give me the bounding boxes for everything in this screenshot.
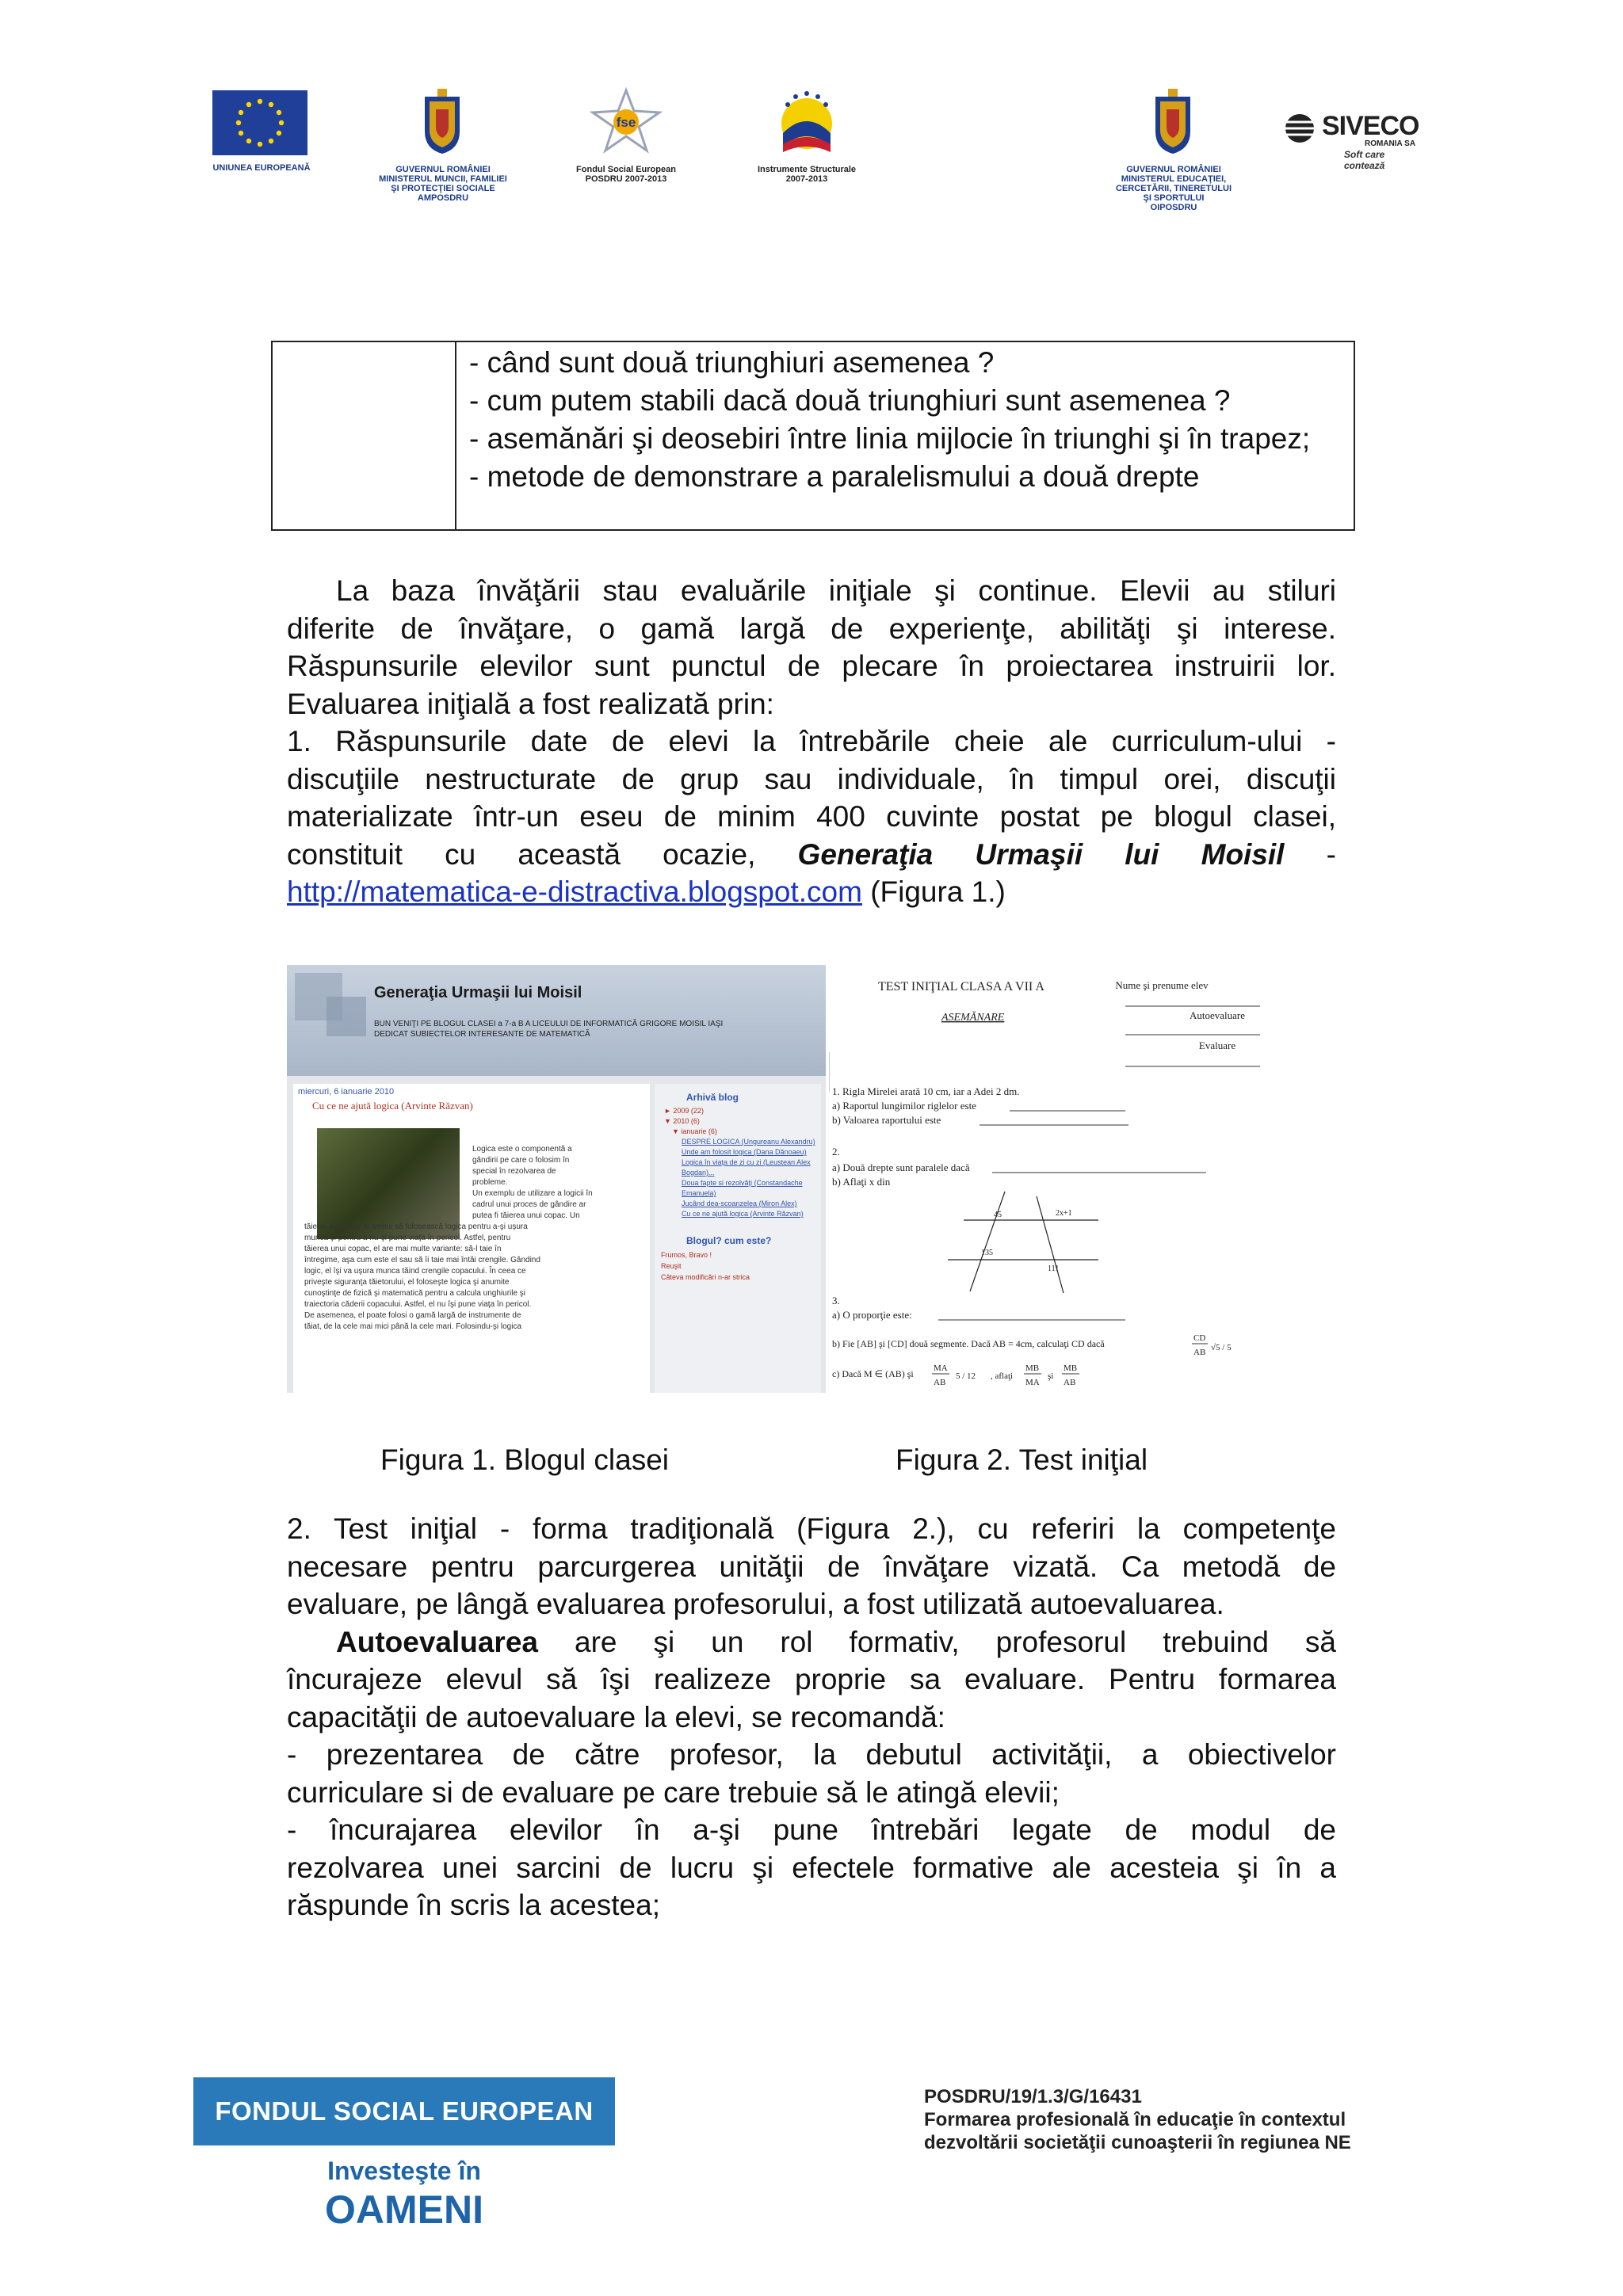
fse-footer-banner: FONDUL SOCIAL EUROPEAN xyxy=(193,2077,615,2145)
romania-crest-logo xyxy=(418,86,466,155)
para2-line-6: capacităţii de autoevaluare la elevi, se recomandă: xyxy=(287,1700,945,1733)
side-text-line: Logica este o componentă a xyxy=(472,1145,572,1154)
structural-instruments-logo xyxy=(769,86,845,157)
archive-item[interactable]: ► 2009 (22) xyxy=(664,1107,704,1115)
eu-stars-icon xyxy=(212,90,307,155)
para1-line8-dash: - xyxy=(1326,837,1336,871)
blog-link[interactable]: http://matematica-e-distractiva.blogspot.com xyxy=(287,875,862,908)
blog-name-bold: lui xyxy=(1125,837,1159,871)
blog-header-decor xyxy=(327,997,366,1036)
blog-post-side-text xyxy=(472,1144,593,1222)
fse-caption xyxy=(563,165,689,184)
project-title-line-2: dezvoltării societăţii cunoaşterii în regiunea NE xyxy=(924,2132,1351,2153)
table-empty-cell xyxy=(272,341,456,530)
para2-line-1: 2. Test iniţial - forma tradiţională (Figura 2.), cu referiri la competenţe xyxy=(287,1512,1336,1545)
fse-logo xyxy=(588,87,664,155)
gov2-line-4: ŞI SPORTULUI xyxy=(1143,193,1205,203)
para1-line8-word: cu xyxy=(445,837,476,871)
poll-item[interactable]: Reuşit xyxy=(661,1262,682,1270)
para1-line8-word: constituit xyxy=(287,837,403,871)
blog-post-date: miercuri, 6 ianuarie 2010 xyxy=(298,1087,395,1097)
frac-den: AB xyxy=(1193,1348,1206,1357)
archive-item[interactable]: Doua fapte si rezolvăţi (Constandache Emanuela) xyxy=(682,1179,803,1197)
post-body-line: tăierea unui copac, el are mai multe variante: să-l taie în xyxy=(304,1245,502,1253)
gov2-line-5: OIPOSDRU xyxy=(1150,203,1197,212)
eval-label: Evaluare xyxy=(1198,1039,1236,1051)
poll-item[interactable]: Câteva modificări n-ar strica xyxy=(661,1273,750,1281)
siveco-tagline: Soft care contează xyxy=(1344,149,1385,171)
post-body-line: tăiat, de la cele mai mici până la cele mari. Folosindu-şi logica xyxy=(304,1322,522,1331)
test-subtitle: ASEMĂNARE xyxy=(941,1012,1005,1024)
is-line-2: 2007-2013 xyxy=(785,174,828,184)
blog-sidebar xyxy=(655,1084,821,1393)
figure1-blog-screenshot xyxy=(287,965,826,1393)
test-item: 2. xyxy=(832,1146,840,1158)
is-line-1: Instrumente Structurale xyxy=(757,165,857,174)
para1-line-4: Evaluarea iniţială a fost realizată prin: xyxy=(287,687,774,720)
auto-label: Autoevaluare xyxy=(1189,1009,1246,1021)
gov1-line-2: MINISTERUL MUNCII, FAMILIEI xyxy=(379,174,507,184)
frac-num: MB xyxy=(1064,1363,1078,1373)
gov2-line-3: CERCETĂRII, TINERETULUI xyxy=(1115,184,1232,193)
gov2-line-1: GUVERNUL ROMÂNIEI xyxy=(1126,165,1221,174)
test-item: a) Două drepte sunt paralele dacă xyxy=(832,1161,970,1173)
poll-item[interactable]: Frumos, Bravo ! xyxy=(661,1251,712,1259)
fse-star-icon xyxy=(588,87,664,155)
poll-title: Blogul? cum este? xyxy=(686,1235,772,1246)
post-body-line: traiectoria căderii copacului. Astfel, el nu îşi pune viaţa în pericol. xyxy=(304,1300,532,1309)
test-item: 1. Rigla Mirelei arată 10 cm, iar a Adei 2 dm. xyxy=(832,1085,1020,1097)
post-body-line: întregime, aşa cum este el sau să îi taie mai întâi crengile. Gândind xyxy=(304,1256,540,1264)
invest-text: Investeşte în xyxy=(327,2157,481,2185)
frac-text: şi xyxy=(1048,1371,1054,1381)
blog-header xyxy=(287,965,826,1076)
test-item: a) Raportul lungimilor riglelor este xyxy=(832,1100,976,1112)
post-body-line: cunoştinţe de fizică şi matematică pentru a calcula unghiurile şi xyxy=(304,1289,526,1298)
angle-label: 135 xyxy=(981,1249,993,1257)
para1-line-5: 1. Răspunsurile date de elevi la întrebările cheie ale curriculum-ului - xyxy=(287,725,1336,757)
para2-line-10: rezolvarea unei sarcini de lucru şi efectele formative ale acesteia şi în a xyxy=(287,1851,1336,1884)
test-item: b) Fie [AB] şi [CD] două segmente. Dacă AB = 4cm, calculaţi CD dacă xyxy=(832,1338,1105,1349)
para2-line-9: - încurajarea elevilor în a-şi pune întrebări legate de modul de xyxy=(287,1814,1336,1846)
project-code: POSDRU/19/1.3/G/16431 xyxy=(924,2086,1142,2107)
archive-item[interactable]: DESPRE LOGICA (Ungureanu Alexandru) xyxy=(682,1138,815,1146)
gov1-caption xyxy=(369,165,517,203)
romania-crest-logo-2 xyxy=(1149,86,1197,155)
side-text-line: special în rezolvarea de xyxy=(472,1167,556,1176)
test-item: b) Aflaţi x din xyxy=(832,1176,891,1188)
archive-item[interactable]: Unde am folosit logica (Dana Dănoaeu) xyxy=(682,1148,807,1156)
blog-name-bold: Urmaşii xyxy=(975,837,1083,871)
para1-line-2: diferite de învăţare, o gamă largă de experienţe, abilităţi şi interese. xyxy=(287,612,1336,645)
siveco-logo xyxy=(1282,111,1425,171)
frac-den: AB xyxy=(1064,1378,1076,1387)
paragraph-initial-evaluation xyxy=(287,572,1336,911)
para1-line-3: Răspunsurile elevilor sunt punctul de plecare în proiectarea instruirii lor. xyxy=(287,650,1336,682)
side-text-line: gândirii pe care o folosim în xyxy=(472,1156,570,1165)
archive-item[interactable]: Jucând dea-scoanzelea (Miron Alex) xyxy=(682,1199,797,1207)
blog-post-body xyxy=(304,1222,540,1333)
para2-line-8: curriculare si de evaluare pe care trebuie să le atingă elevii; xyxy=(287,1775,1060,1809)
blog-title: Generaţia Urmaşii lui Moisil xyxy=(374,984,582,1001)
coat-of-arms-icon xyxy=(1149,86,1197,155)
test-item: b) Valoarea raportului este xyxy=(832,1114,941,1126)
blog-post-title: Cu ce ne ajută logica (Arvinte Răzvan) xyxy=(312,1100,473,1112)
para2-line-2: necesare pentru parcurgerea unităţii de învăţare vizată. Ca metodă de xyxy=(287,1550,1336,1583)
figure2-caption: Figura 2. Test iniţial xyxy=(896,1444,1148,1476)
eu-caption xyxy=(198,163,325,173)
test-sheet-drawing xyxy=(829,965,1260,1393)
para1-line8-word: ocazie, xyxy=(663,837,756,871)
blog-subtitle xyxy=(374,1019,723,1039)
gov2-caption xyxy=(1098,165,1249,212)
structural-instruments-icon xyxy=(769,86,845,157)
frac-num: MB xyxy=(1025,1363,1040,1373)
table-line-1: - când sunt două triunghiuri asemenea ? xyxy=(469,346,995,379)
figure1-ref: (Figura 1.) xyxy=(870,875,1006,908)
side-text-line: putea fi tăierea unui copac. Un xyxy=(472,1211,580,1220)
name-label: Nume şi prenume elev xyxy=(1115,979,1209,991)
siveco-globe-icon xyxy=(1282,113,1319,144)
post-body-line: logic, el îşi va uşura munca tăind crengile copacului. În ceea ce xyxy=(304,1267,526,1276)
gov2-line-2: MINISTERUL EDUCAŢIEI, xyxy=(1121,174,1227,184)
eu-flag-logo xyxy=(212,90,307,155)
eu-caption-text: UNIUNEA EUROPEANĂ xyxy=(212,163,311,173)
questions-table xyxy=(271,341,1355,531)
table-line-4: - metode de demonstrare a paralelismului a două drepte xyxy=(469,460,1200,493)
parallel-lines-figure xyxy=(948,1192,1098,1293)
gov1-line-3: ŞI PROTECŢIEI SOCIALE xyxy=(391,184,495,193)
blog-subtitle-line: DEDICAT SUBIECTELOR INTERESANTE DE MATEMATICĂ xyxy=(374,1030,590,1039)
archive-item[interactable]: ▼ ianuarie (6) xyxy=(672,1127,717,1135)
para1-line-8 xyxy=(287,836,1336,874)
is-caption xyxy=(747,165,867,184)
svg-text:fse: fse xyxy=(616,115,636,130)
test-item: a) O proporţie este: xyxy=(832,1309,912,1321)
angle-label: 45 xyxy=(994,1211,1002,1219)
para1-line-6: discuţiile nestructurate de grup sau individuale, în timpul orei, discuţii xyxy=(287,762,1336,795)
archive-item[interactable]: Cu ce ne ajută logica (Arvinte Răzvan) xyxy=(682,1210,804,1218)
fse-line-1: Fondul Social European xyxy=(576,165,676,174)
project-info xyxy=(924,2085,1351,2154)
blog-name-bold: Generaţia xyxy=(797,837,934,871)
frac-num: CD xyxy=(1193,1333,1206,1343)
figure1-caption: Figura 1. Blogul clasei xyxy=(380,1444,670,1476)
frac-text: , aflaţi xyxy=(991,1371,1014,1381)
para1-line-1: La baza învăţării stau evaluările iniţiale şi continue. Elevii au stiluri xyxy=(336,574,1336,607)
table-questions-cell xyxy=(456,341,1354,530)
oameni-text: OAMENI xyxy=(325,2187,483,2232)
angle-label: 111 xyxy=(1048,1264,1060,1273)
para2-line-11: răspunde în scris la acestea; xyxy=(287,1889,660,1921)
table-line-3: - asemănări şi deosebiri între linia mijlocie în triunghi şi în trapez; xyxy=(469,422,1311,455)
archive-item[interactable]: Logica în viaţa de zi cu zi (Leustean Alex Bogdan)... xyxy=(682,1158,811,1177)
side-text-line: Un exemplu de utilizare a logicii în xyxy=(472,1189,593,1198)
para2-line-4 xyxy=(287,1623,1336,1661)
table-line-2: - cum putem stabili dacă două triunghiuri sunt asemenea ? xyxy=(469,384,1231,417)
test-title: TEST INIŢIAL CLASA A VII A xyxy=(878,980,1044,994)
post-body-line: tăietor de lemne ar trebui să folosească logica pentru a-şi ușura xyxy=(304,1222,528,1231)
gov1-line-1: GUVERNUL ROMÂNIEI xyxy=(395,165,491,174)
para2-line-5: încurajeze elevul să îşi realizeze proprie sa evaluare. Pentru formarea xyxy=(287,1663,1336,1695)
archive-list xyxy=(655,1106,821,1219)
frac-den: AB xyxy=(934,1378,946,1387)
angle-label: 2x+1 xyxy=(1056,1209,1072,1218)
para2-line-7: - prezentarea de către profesor, la debutul activităţii, a obiectivelor xyxy=(287,1738,1336,1771)
post-body-line: De asemenea, el poate folosi o gamă largă de instrumente de xyxy=(304,1311,521,1320)
para2-line4-rest: are şi un rol formativ, profesorul trebuind să xyxy=(575,1625,1337,1658)
paragraph-self-evaluation xyxy=(287,1510,1336,1924)
siveco-brand: SIVECO xyxy=(1322,111,1419,141)
post-body-line: priveşte siguranţa tăietorului, el foloseşte logica şi anumite xyxy=(304,1278,510,1287)
para1-line-9 xyxy=(287,873,1336,911)
post-body-line: munca şi pentru a nu-şi pune viaţa în pericol. Astfel, pentru xyxy=(304,1234,511,1242)
siveco-sub: ROMANIA SA xyxy=(1365,139,1416,148)
coat-of-arms-icon xyxy=(418,86,466,155)
para1-line-7: materializate într-un eseu de minim 400 cuvinte postat pe blogul clasei, xyxy=(287,800,1336,833)
test-item: 3. xyxy=(832,1295,840,1306)
frac-den: MA xyxy=(1025,1378,1040,1387)
para1-line8-word: această xyxy=(517,837,621,871)
fse-line-2: POSDRU 2007-2013 xyxy=(585,174,667,184)
frac-val: 5 / 12 xyxy=(956,1371,976,1381)
figure2-initial-test xyxy=(829,965,1260,1393)
test-item: c) Dacă M ∈ (AB) şi xyxy=(832,1368,914,1379)
blog-subtitle-line: BUN VENIŢI PE BLOGUL CLASEI a 7-a B A LICEULUI DE INFORMATICĂ GRIGORE MOISIL IAŞI xyxy=(374,1020,724,1028)
para2-line-3: evaluare, pe lângă evaluarea profesorului, a fost utilizată autoevaluarea. xyxy=(287,1588,1224,1620)
frac-rhs: √5 / 5 xyxy=(1211,1343,1232,1352)
side-text-line: probleme. xyxy=(472,1178,508,1187)
poll-list xyxy=(655,1249,821,1283)
archive-title: Arhivă blog xyxy=(686,1092,739,1103)
gov1-line-4: AMPOSDRU xyxy=(417,193,469,203)
side-text-line: cadrul unui proces de gândire ar xyxy=(472,1200,586,1209)
frac-num: MA xyxy=(934,1363,948,1373)
bold-autoevaluarea: Autoevaluarea xyxy=(336,1625,538,1658)
archive-item[interactable]: ▼ 2010 (6) xyxy=(664,1117,700,1125)
blog-name-bold: Moisil xyxy=(1201,837,1285,871)
blog-post xyxy=(293,1084,650,1393)
project-title-line-1: Formarea profesională în educaţie în contextul xyxy=(924,2109,1346,2130)
